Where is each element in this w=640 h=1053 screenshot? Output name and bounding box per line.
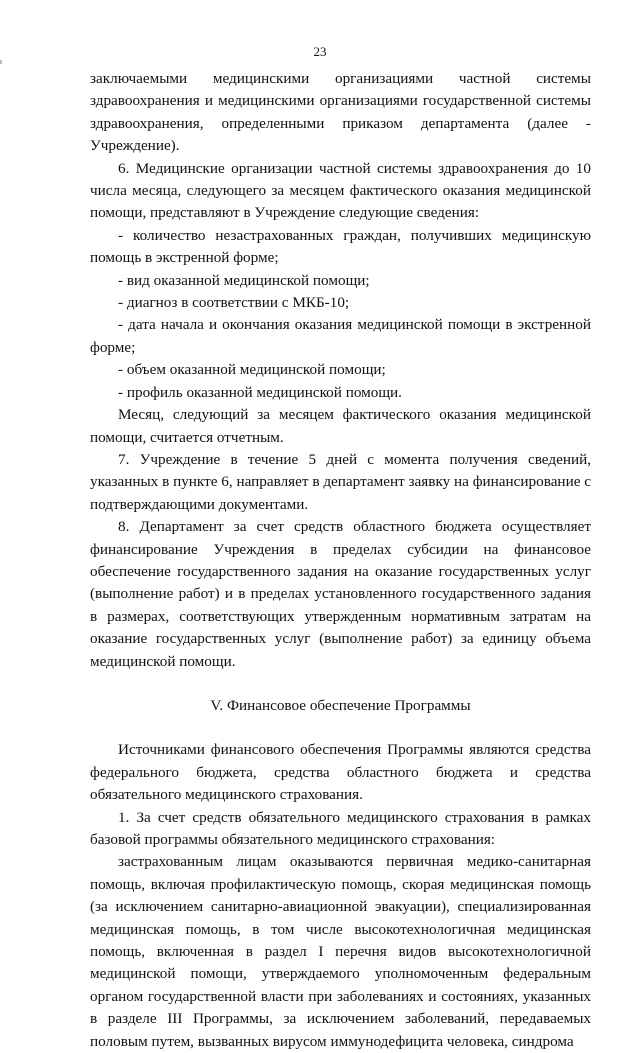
paragraph: Источниками финансового обеспечения Программы являются средства федерального бюджета, средства областного бюджета и средства обязательного медицинского страхования. — [90, 741, 591, 804]
list-item: - профиль оказанной медицинской помощи. — [118, 383, 402, 401]
list-item: - вид оказанной медицинской помощи; — [118, 271, 370, 289]
document-body — [90, 68, 591, 1053]
list-item: - количество незастрахованных граждан, получивших медицинскую помощь в экстренной форме; — [90, 226, 591, 267]
list-item: - диагноз в соответствии с МКБ-10; — [118, 294, 350, 312]
section-title: V. Финансовое обеспечение Программы — [210, 696, 471, 714]
paragraph: 6. Медицинские организации частной системы здравоохранения до 10 числа месяца, следующего за месяцем фактического оказания медицинской помощи, представляют в Учреждение следующие сведения: — [90, 159, 591, 222]
list-item: - дата начала и окончания оказания медицинской помощи в экстренной форме; — [90, 316, 591, 356]
page-number: 23 — [313, 44, 327, 59]
paragraphs-before-section — [90, 68, 591, 673]
scan-edge-mark — [0, 60, 2, 64]
paragraph: заключаемыми медицинскими организациями частной системы здравоохранения и медицинскими организациями государственной системы здравоохранения, определенными приказом департамента (далее - Учреждение). — [90, 70, 591, 155]
paragraph: 8. Департамент за счет средств областного бюджета осуществляет финансирование Учреждения в пределах субсидии на финансовое обеспечение государственного задания на оказание государственных услуг (выполнение работ) и в пределах установленного государственного задания в размерах, соответствующих утвержденным нормативным затратам на оказание государственных услуг (выполнение работ) за единицу объема медицинской помощи. — [90, 518, 591, 670]
paragraph: Месяц, следующий за месяцем фактического оказания медицинской помощи, считается отчетным. — [90, 406, 591, 446]
paragraph: застрахованным лицам оказываются первичная медико-санитарная помощь, включая профилактическую помощь, скорая медицинская помощь (за исключением санитарно-авиационной эвакуации), специализированная медицинская помощь, в том числе высокотехнологичная медицинская помощь, включенная в раздел I перечня видов высокотехнологичной медицинской помощи, утверждаемого уполномоченным федеральным органом государственной власти при заболеваниях и состояниях, указанных в разделе III Программы, за исключением заболеваний, передаваемых половым путем, вызванных вирусом иммунодефицита человека, синдрома — [90, 853, 591, 1050]
paragraph: 7. Учреждение в течение 5 дней с момента получения сведений, указанных в пункте 6, направляет в департамент заявку на финансирование с подтверждающими документами. — [90, 450, 591, 513]
list-item: - объем оказанной медицинской помощи; — [118, 361, 386, 379]
paragraph: 1. За счет средств обязательного медицинского страхования в рамках базовой программы обязательного медицинского страхования: — [90, 808, 591, 848]
paragraphs-after-section — [90, 739, 591, 1053]
